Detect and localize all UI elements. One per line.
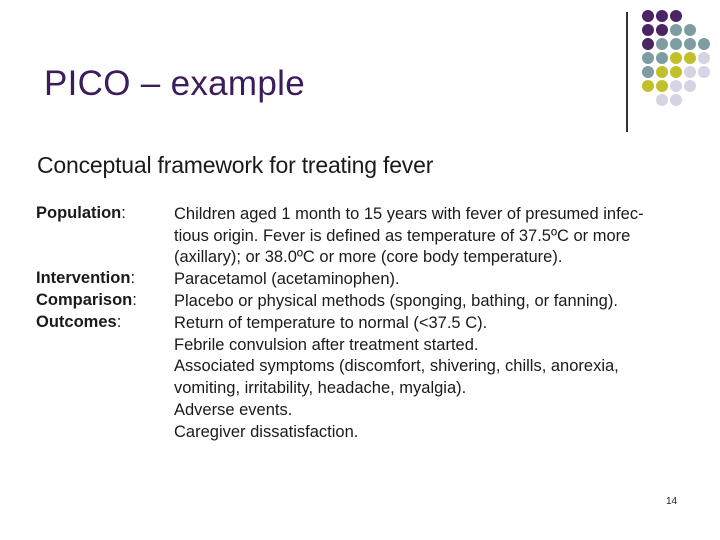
decor-dot: [684, 24, 696, 36]
decor-dot: [670, 38, 682, 50]
decor-dot: [670, 94, 682, 106]
comparison-label: Comparison:: [36, 291, 137, 309]
decor-dot: [642, 10, 654, 22]
intervention-value: Paracetamol (acetaminophen).: [174, 270, 400, 288]
decor-dot: [656, 52, 668, 64]
population-label: Population:: [36, 204, 126, 222]
decor-dot: [670, 80, 682, 92]
decor-dot: [670, 52, 682, 64]
decor-dot: [698, 66, 710, 78]
population-text: [174, 204, 679, 269]
decor-dot: [656, 94, 668, 106]
population-line: Children aged 1 month to 15 years with fever of presumed infec-: [174, 205, 644, 223]
outcome-item: Febrile convulsion after treatment started.: [174, 335, 479, 354]
slide-title: PICO – example: [44, 64, 305, 103]
framework-heading: Conceptual framework for treating fever: [37, 152, 434, 178]
outcome-item: vomiting, irritability, headache, myalgia).: [174, 379, 467, 398]
outcome-item: Adverse events.: [174, 400, 293, 419]
decor-dot: [642, 24, 654, 36]
decor-dot: [656, 66, 668, 78]
population-line: tious origin. Fever is defined as temperature of 37.5ºC or more: [174, 226, 631, 245]
population-line: (axillary); or 38.0ºC or more (core body temperature).: [174, 248, 563, 267]
intervention-text: [174, 269, 679, 291]
decor-dot: [656, 10, 668, 22]
decor-dot: [670, 10, 682, 22]
decorative-dot-grid: [640, 8, 720, 118]
decor-dot: [656, 38, 668, 50]
decor-dot: [684, 80, 696, 92]
outcomes-text: [174, 313, 679, 443]
decor-dot: [684, 52, 696, 64]
page-number: 14: [666, 496, 678, 507]
decor-dot: [656, 80, 668, 92]
decor-dot: [698, 38, 710, 50]
decor-dot: [642, 80, 654, 92]
outcome-item: Caregiver dissatisfaction.: [174, 422, 359, 441]
comparison-value: Placebo or physical methods (sponging, bathing, or fanning).: [174, 292, 618, 310]
decor-dot: [698, 52, 710, 64]
decor-dot: [642, 38, 654, 50]
outcomes-label: Outcomes:: [36, 313, 122, 331]
outcome-item: Associated symptoms (discomfort, shivering, chills, anorexia,: [174, 357, 619, 376]
decor-dot: [670, 66, 682, 78]
outcome-item: Return of temperature to normal (<37.5 C).: [174, 314, 488, 332]
decor-dot: [684, 66, 696, 78]
decor-dot: [642, 66, 654, 78]
decor-dot: [642, 52, 654, 64]
decor-dot: [670, 24, 682, 36]
decor-dot: [684, 38, 696, 50]
decor-dot: [656, 24, 668, 36]
title-divider: [626, 12, 628, 132]
intervention-label: Intervention:: [36, 269, 136, 287]
comparison-text: [174, 291, 679, 313]
